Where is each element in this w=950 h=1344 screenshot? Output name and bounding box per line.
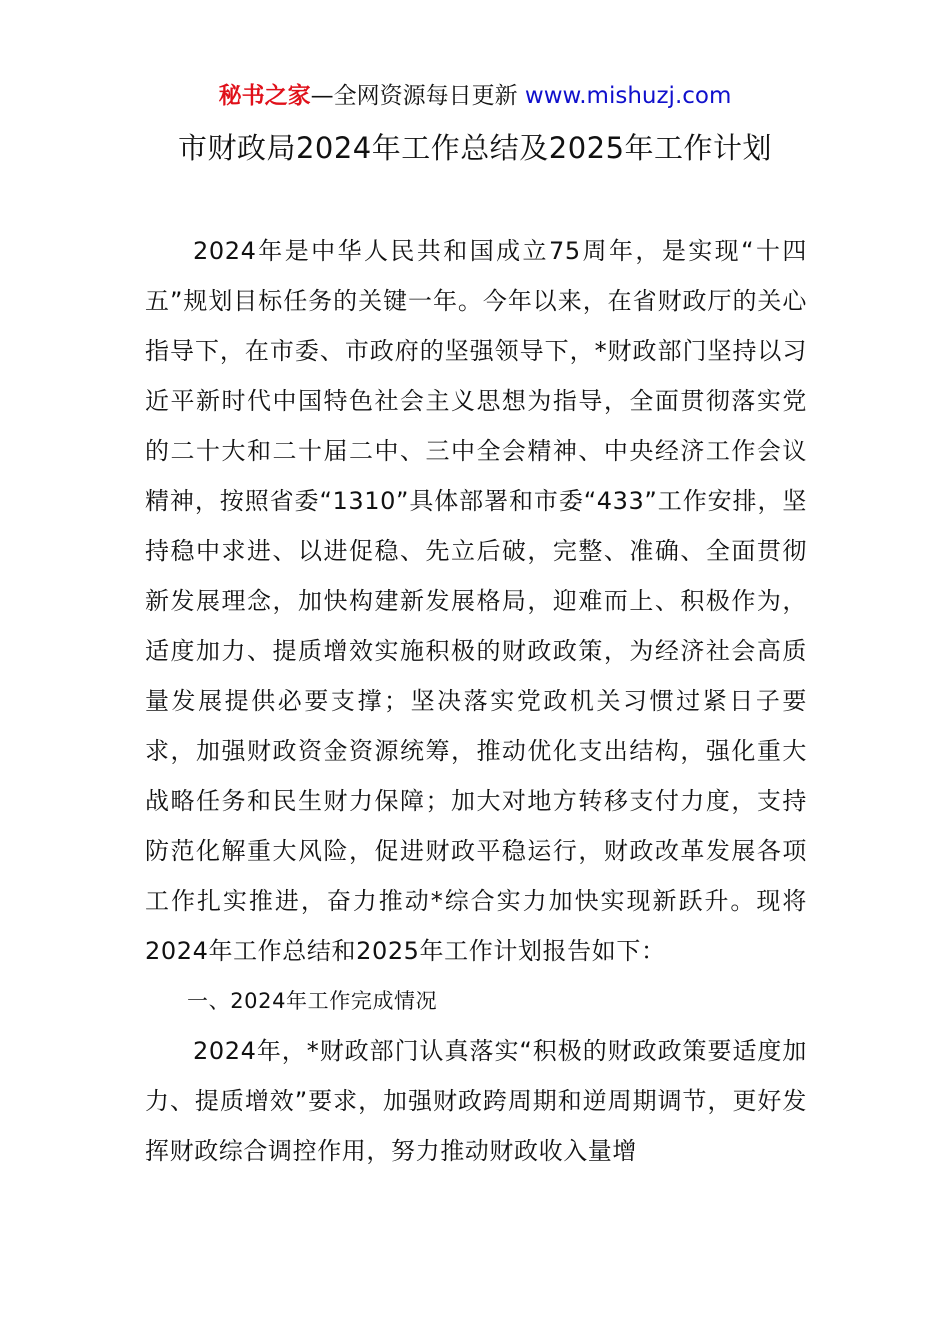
section-paragraph: 2024年，*财政部门认真落实“积极的财政政策要适度加力、提质增效”要求，加强财政跨周期和逆周期调节，更好发挥财政综合调控作用，努力推动财政收入量增 xyxy=(145,1037,807,1165)
header-slogan: —全网资源每日更新 xyxy=(310,83,518,109)
site-header xyxy=(0,80,950,112)
website-link[interactable]: www.mishuzj.com xyxy=(524,83,732,109)
section-heading: 一、2024年工作完成情况 xyxy=(187,989,438,1013)
brand-name: 秘书之家 xyxy=(218,83,311,109)
intro-paragraph: 2024年是中华人民共和国成立75周年，是实现“十四五”规划目标任务的关键一年。今年以来，在省财政厅的关心指导下，在市委、市政府的坚强领导下，*财政部门坚持以习近平新时代中国特色社会主义思想为指导，全面贯彻落实党的二十大和二十届二中、三中全会精神、中央经济工作会议精神，按照省委“1310”具体部署和市委“433”工作安排，坚持稳中求进、以进促稳、先立后破，完整、准确、全面贯彻新发展理念，加快构建新发展格局，迎难而上、积极作为，适度加力、提质增效实施积极的财政政策，为经济社会高质量发展提供必要支撑；坚决落实党政机关习惯过紧日子要求，加强财政资金资源统筹，推动优化支出结构，强化重大战略任务和民生财力保障；加大对地方转移支付力度，支持防范化解重大风险，促进财政平稳运行，财政改革发展各项工作扎实推进，奋力推动*综合实力加快实现新跃升。现将2024年工作总结和2025年工作计划报告如下： xyxy=(145,237,807,965)
document-body xyxy=(145,226,807,1176)
document-title: 市财政局2024年工作总结及2025年工作计划 xyxy=(177,131,773,165)
